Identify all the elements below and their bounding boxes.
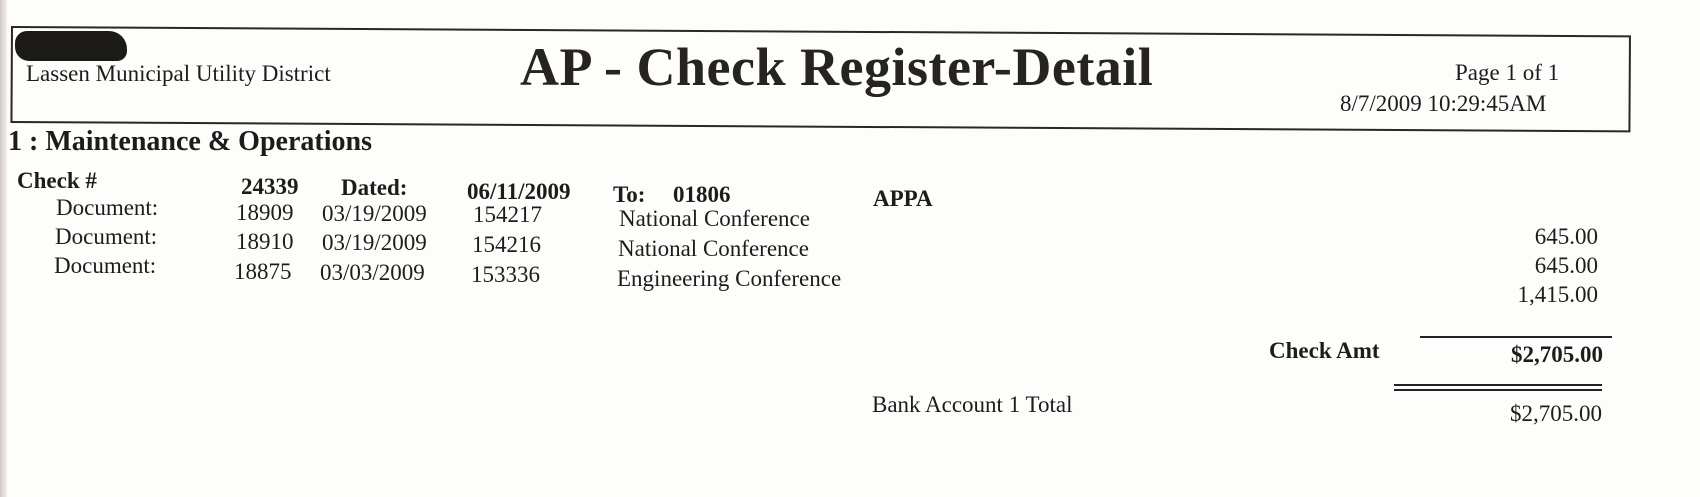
document-reference: 154217 bbox=[473, 202, 542, 227]
document-description: National Conference bbox=[618, 236, 809, 261]
section-title: 1 : Maintenance & Operations bbox=[8, 126, 372, 157]
document-description: Engineering Conference bbox=[617, 266, 842, 291]
print-timestamp: 8/7/2009 10:29:45AM bbox=[1340, 91, 1547, 116]
vendor-id: 01806 bbox=[673, 182, 731, 207]
document-number: 18875 bbox=[234, 259, 292, 284]
document-reference: 154216 bbox=[472, 232, 541, 257]
check-date: 06/11/2009 bbox=[467, 179, 571, 204]
document-amount: 1,415.00 bbox=[1517, 282, 1598, 307]
document-amount: 645.00 bbox=[1534, 253, 1598, 278]
check-total-rule bbox=[1420, 336, 1612, 338]
company-name: Lassen Municipal Utility District bbox=[26, 61, 331, 86]
document-amount: 645.00 bbox=[1534, 224, 1598, 249]
document-date: 03/19/2009 bbox=[322, 230, 427, 255]
bank-total-rule-bottom bbox=[1394, 389, 1602, 391]
document-number: 18909 bbox=[236, 200, 294, 225]
check-amount: $2,705.00 bbox=[1511, 342, 1603, 367]
document-description: National Conference bbox=[619, 206, 810, 231]
document-label: Document: bbox=[55, 224, 158, 249]
bank-total-label: Bank Account 1 Total bbox=[872, 392, 1073, 417]
report-title: AP - Check Register-Detail bbox=[520, 37, 1154, 97]
document-number: 18910 bbox=[236, 229, 294, 254]
bank-total-rule-top bbox=[1394, 384, 1602, 386]
document-date: 03/03/2009 bbox=[320, 260, 425, 285]
vendor-name: APPA bbox=[873, 186, 933, 211]
page-number: Page 1 of 1 bbox=[1455, 60, 1560, 85]
document-label: Document: bbox=[54, 253, 157, 278]
scan-edge bbox=[0, 0, 7, 497]
bank-total-amount: $2,705.00 bbox=[1510, 401, 1602, 426]
document-reference: 153336 bbox=[471, 262, 540, 287]
check-amount-label: Check Amt bbox=[1269, 338, 1380, 363]
document-date: 03/19/2009 bbox=[322, 201, 427, 226]
document-label: Document: bbox=[56, 195, 159, 220]
check-number-label: Check # bbox=[17, 168, 97, 193]
to-label: To: bbox=[613, 182, 646, 207]
redaction-mark bbox=[15, 31, 127, 61]
check-number: 24339 bbox=[241, 174, 299, 199]
dated-label: Dated: bbox=[341, 175, 408, 200]
